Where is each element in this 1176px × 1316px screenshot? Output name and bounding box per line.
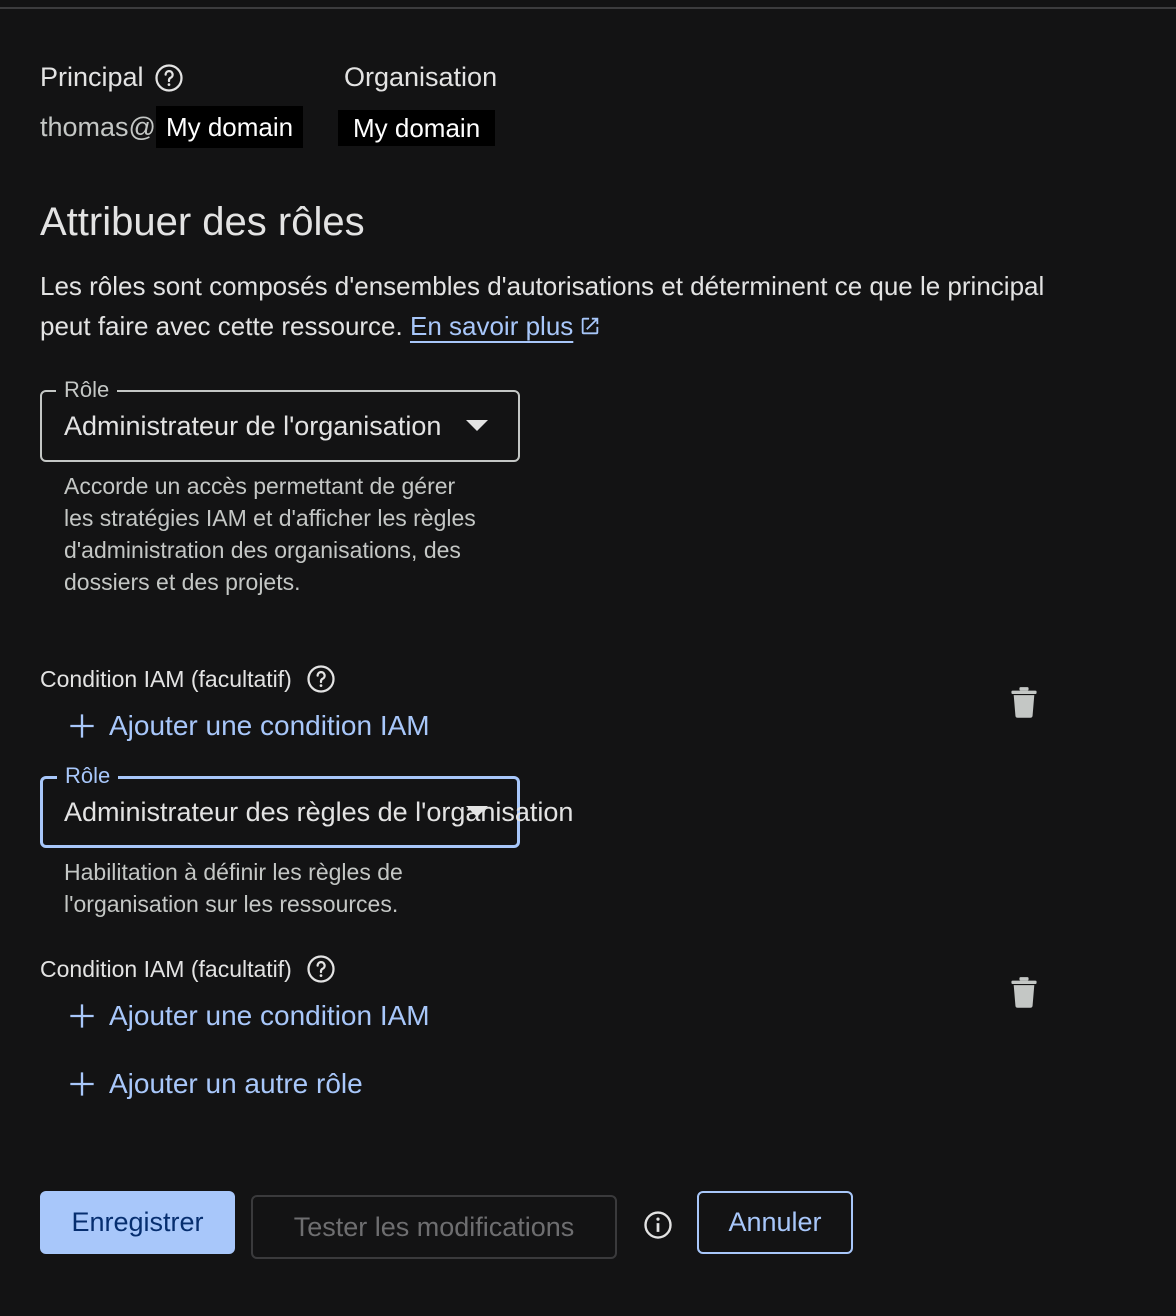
section-title: Attribuer des rôles: [40, 200, 365, 244]
role-description-1: Accorde un accès permettant de gérer les stratégies IAM et d'afficher les règles d'administration des organisations, des dossiers et des projets.: [64, 473, 476, 595]
plus-icon: [68, 712, 96, 740]
organisation-value-redacted: My domain: [338, 110, 495, 146]
test-changes-button[interactable]: Tester les modifications: [251, 1195, 617, 1259]
add-another-role-button[interactable]: [68, 1068, 363, 1100]
plus-icon: [68, 1002, 96, 1030]
dropdown-arrow-icon[interactable]: [466, 806, 488, 817]
role-select-1[interactable]: [40, 377, 520, 462]
principal-value: [40, 106, 303, 148]
help-icon[interactable]: [154, 63, 184, 93]
role-field-label: Rôle: [57, 762, 118, 790]
condition-label-row-2: [40, 954, 336, 984]
principal-domain-redacted: My domain: [156, 106, 303, 148]
add-condition-button-2[interactable]: [68, 1000, 430, 1032]
add-another-role-label: Ajouter un autre rôle: [109, 1068, 363, 1099]
role-select-value: Administrateur des règles de l'organisation: [64, 797, 574, 827]
principal-email-prefix: thomas@: [40, 111, 156, 142]
plus-icon: [68, 1070, 96, 1098]
section-description-text: Les rôles sont composés d'ensembles d'autorisations et déterminent ce que le principal peut faire avec cette ressource.: [40, 271, 1045, 341]
organisation-label: Organisation: [344, 62, 498, 92]
delete-role-2-trash-icon[interactable]: [1010, 976, 1038, 1008]
learn-more-link[interactable]: En savoir plus: [409, 311, 574, 341]
dropdown-arrow-icon[interactable]: [466, 420, 488, 431]
role-select-value: Administrateur de l'organisation: [64, 411, 442, 441]
delete-role-1-trash-icon[interactable]: [1010, 686, 1038, 718]
condition-label: Condition IAM (facultatif): [40, 665, 292, 692]
principal-label: Principal: [40, 62, 144, 92]
principal-label-row: [40, 62, 184, 93]
info-icon[interactable]: [643, 1210, 673, 1240]
add-condition-button-1[interactable]: [68, 710, 430, 742]
external-link-icon[interactable]: [579, 315, 601, 337]
condition-label-row-1: [40, 664, 336, 694]
help-icon[interactable]: [306, 954, 336, 984]
role-description-2: Habilitation à définir les règles de l'organisation sur les ressources.: [64, 859, 403, 917]
help-icon[interactable]: [306, 664, 336, 694]
top-divider: [0, 0, 1176, 9]
role-field-label: Rôle: [56, 376, 117, 404]
add-condition-label: Ajouter une condition IAM: [109, 710, 430, 741]
role-select-2[interactable]: [40, 763, 574, 848]
condition-label: Condition IAM (facultatif): [40, 955, 292, 982]
section-description: [40, 266, 1100, 346]
add-condition-label: Ajouter une condition IAM: [109, 1000, 430, 1031]
cancel-button[interactable]: Annuler: [697, 1191, 853, 1254]
save-button[interactable]: Enregistrer: [40, 1191, 235, 1254]
